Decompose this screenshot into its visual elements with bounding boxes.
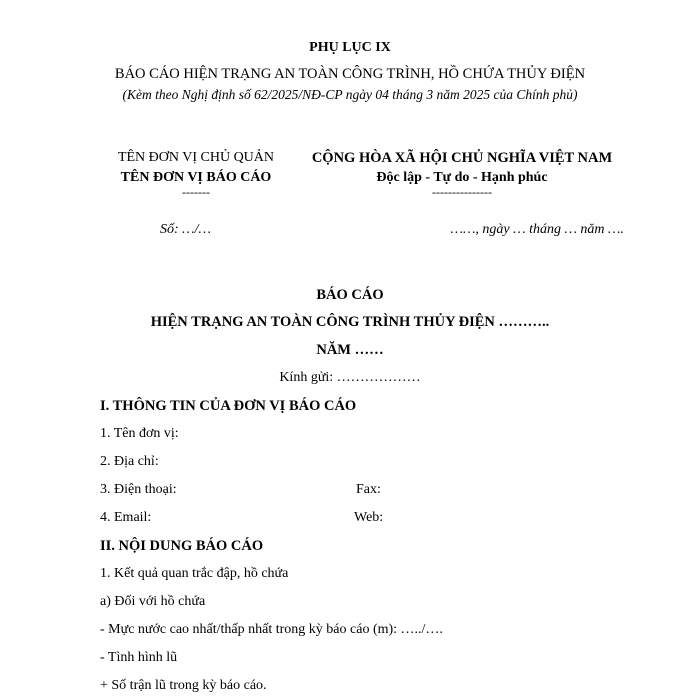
- flood-count-line: + Số trận lũ trong kỳ báo cáo.: [100, 678, 267, 693]
- web-field: Web:: [354, 510, 384, 525]
- section-1-heading: I. THÔNG TIN CỦA ĐƠN VỊ BÁO CÁO: [100, 398, 357, 414]
- unit-name-field: 1. Tên đơn vị:: [100, 426, 179, 441]
- document-number: Số: …/…: [160, 222, 211, 237]
- right-divider: ---------------: [432, 185, 492, 199]
- parent-agency-name: TÊN ĐƠN VỊ CHỦ QUẢN: [117, 150, 275, 165]
- national-title: CỘNG HÒA XÃ HỘI CHỦ NGHĨA VIỆT NAM: [311, 150, 613, 166]
- appendix-title: BÁO CÁO HIỆN TRẠNG AN TOÀN CÔNG TRÌNH, HỒ CHỨA THỦY ĐIỆN: [114, 66, 586, 82]
- document-date: ……, ngày … tháng … năm ….: [450, 222, 624, 237]
- section-2-heading: II. NỘI DUNG BÁO CÁO: [100, 538, 264, 554]
- national-motto: Độc lập - Tự do - Hạnh phúc: [376, 170, 548, 185]
- phone-field: 3. Điện thoại:: [100, 482, 177, 497]
- fax-field: Fax:: [356, 482, 381, 497]
- reservoir-subitem: a) Đối với hồ chứa: [100, 594, 206, 609]
- appendix-label: PHỤ LỤC IX: [309, 40, 391, 55]
- left-divider: -------: [182, 185, 210, 199]
- recipient-line: Kính gửi: ………………: [279, 370, 421, 385]
- report-subtitle: HIỆN TRẠNG AN TOÀN CÔNG TRÌNH THỦY ĐIỆN ………..: [150, 314, 550, 330]
- monitoring-results-item: 1. Kết quả quan trắc đập, hồ chứa: [100, 566, 289, 581]
- address-field: 2. Địa chỉ:: [100, 454, 159, 469]
- report-year: NĂM ……: [316, 342, 384, 358]
- water-level-line: - Mực nước cao nhất/thấp nhất trong kỳ báo cáo (m): …../….: [100, 622, 443, 637]
- report-title: BÁO CÁO: [316, 287, 384, 303]
- flood-situation-line: - Tình hình lũ: [100, 650, 178, 665]
- appendix-note: (Kèm theo Nghị định số 62/2025/NĐ-CP ngày 04 tháng 3 năm 2025 của Chính phủ): [122, 87, 578, 102]
- reporting-unit-name: TÊN ĐƠN VỊ BÁO CÁO: [120, 170, 272, 185]
- email-field: 4. Email:: [100, 510, 152, 525]
